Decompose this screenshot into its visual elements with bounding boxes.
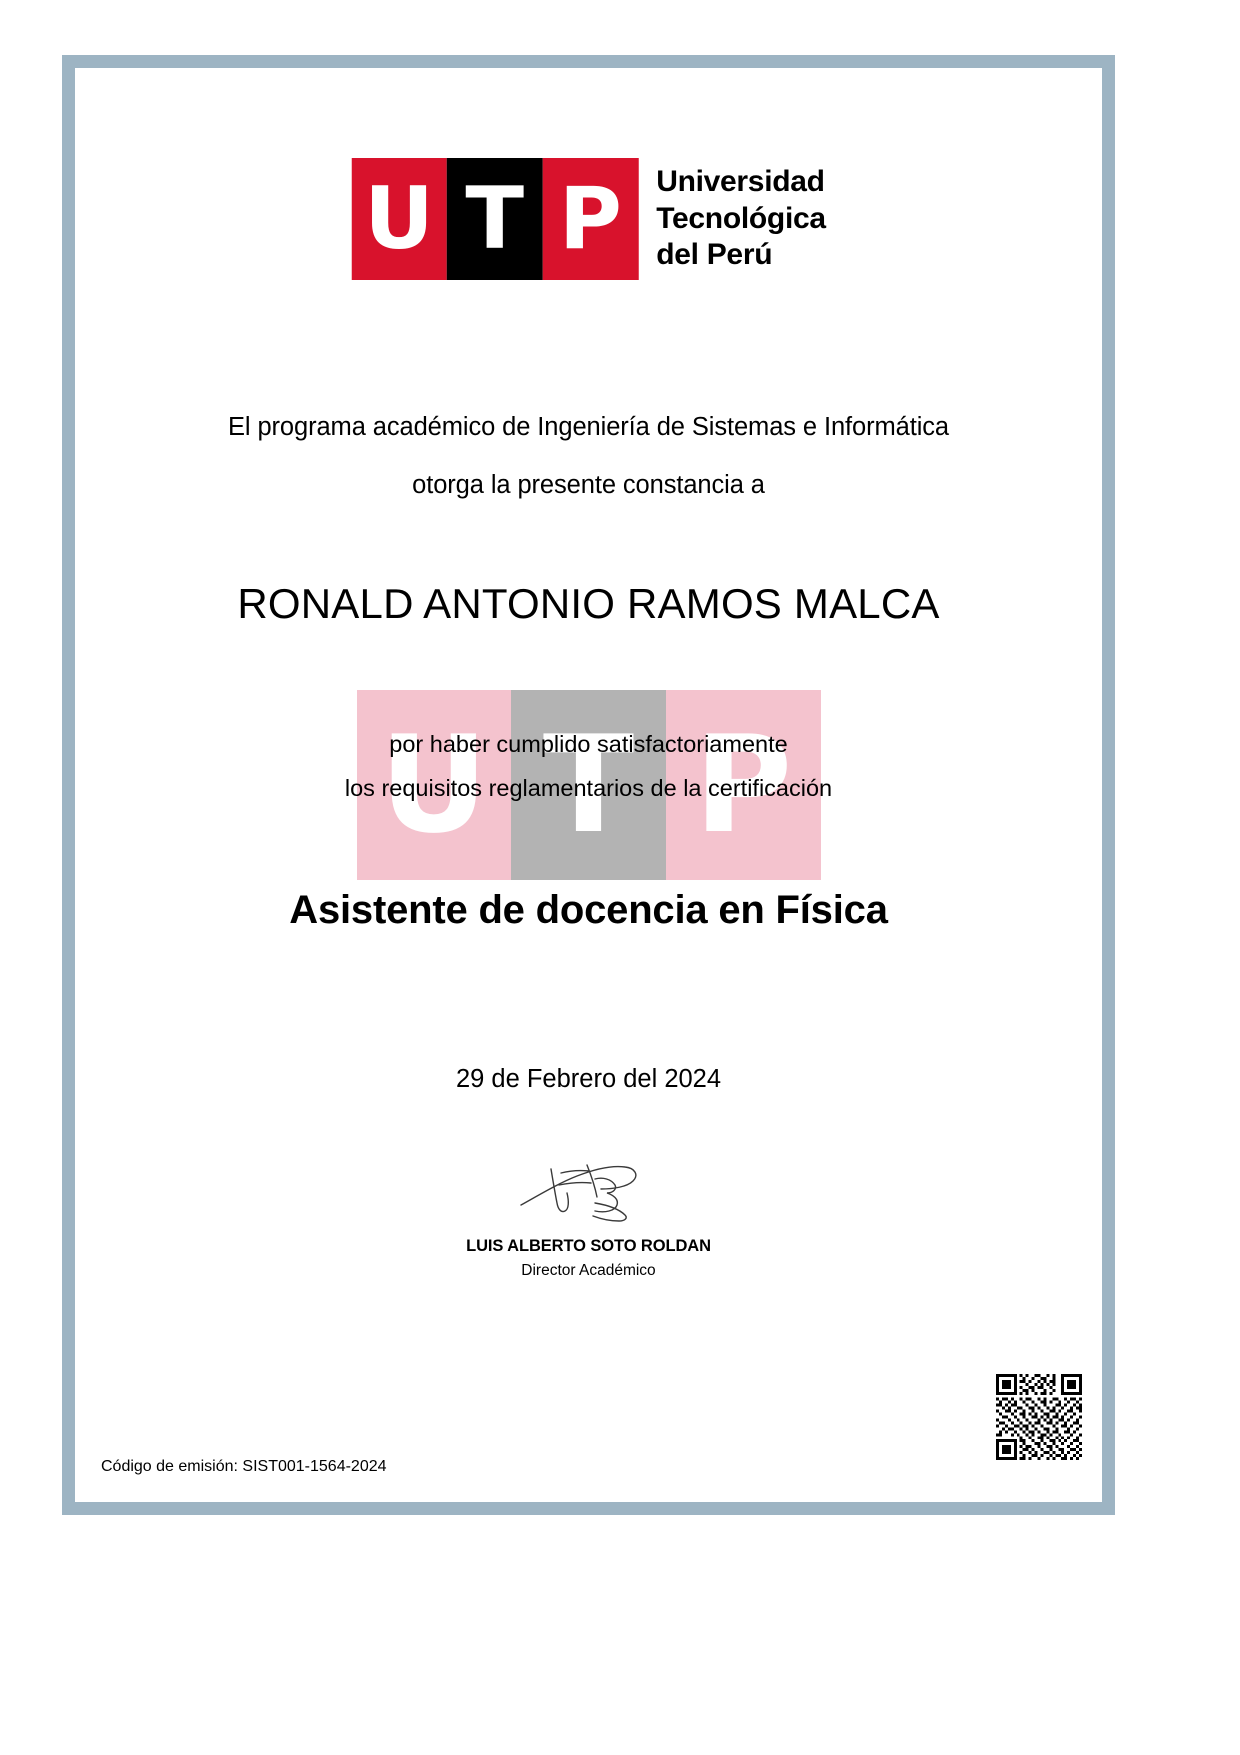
reason-line-1: por haber cumplido satisfactoriamente bbox=[389, 731, 788, 757]
handwritten-signature-icon bbox=[499, 1143, 679, 1233]
course-title: Asistente de docencia en Física bbox=[289, 888, 888, 932]
utp-logo bbox=[351, 158, 826, 280]
signature-block bbox=[75, 1143, 1102, 1280]
signer-role: Director Académico bbox=[521, 1262, 656, 1279]
watermark-letter-t: T bbox=[511, 690, 666, 880]
intro-line-2: otorga la presente constancia a bbox=[412, 471, 765, 499]
certificate-frame bbox=[62, 55, 1115, 1515]
institution-name-line-1: Universidad bbox=[656, 165, 825, 199]
qr-code-icon[interactable] bbox=[996, 1374, 1082, 1460]
institution-name-line-3: del Perú bbox=[656, 238, 773, 272]
watermark-letter-u: U bbox=[357, 690, 512, 880]
utp-logo-mark bbox=[351, 158, 638, 280]
logo-letter-p: P bbox=[543, 158, 639, 280]
logo-letter-t: T bbox=[447, 158, 543, 280]
intro-line-1: El programa académico de Ingeniería de Sistemas e Informática bbox=[227, 413, 950, 441]
emission-code: Código de emisión: SIST001-1564-2024 bbox=[101, 1458, 387, 1475]
reason-line-2: los requisitos reglamentarios de la certificación bbox=[344, 775, 833, 801]
certificate-frame-inner bbox=[75, 68, 1102, 1502]
institution-name-line-2: Tecnológica bbox=[656, 201, 826, 235]
watermark-letter-p: P bbox=[666, 690, 821, 880]
signer-name: LUIS ALBERTO SOTO ROLDAN bbox=[466, 1237, 711, 1255]
issue-date: 29 de Febrero del 2024 bbox=[455, 1065, 722, 1093]
logo-letter-u: U bbox=[351, 158, 447, 280]
institution-name bbox=[656, 164, 826, 274]
recipient-name: RONALD ANTONIO RAMOS MALCA bbox=[237, 580, 940, 627]
